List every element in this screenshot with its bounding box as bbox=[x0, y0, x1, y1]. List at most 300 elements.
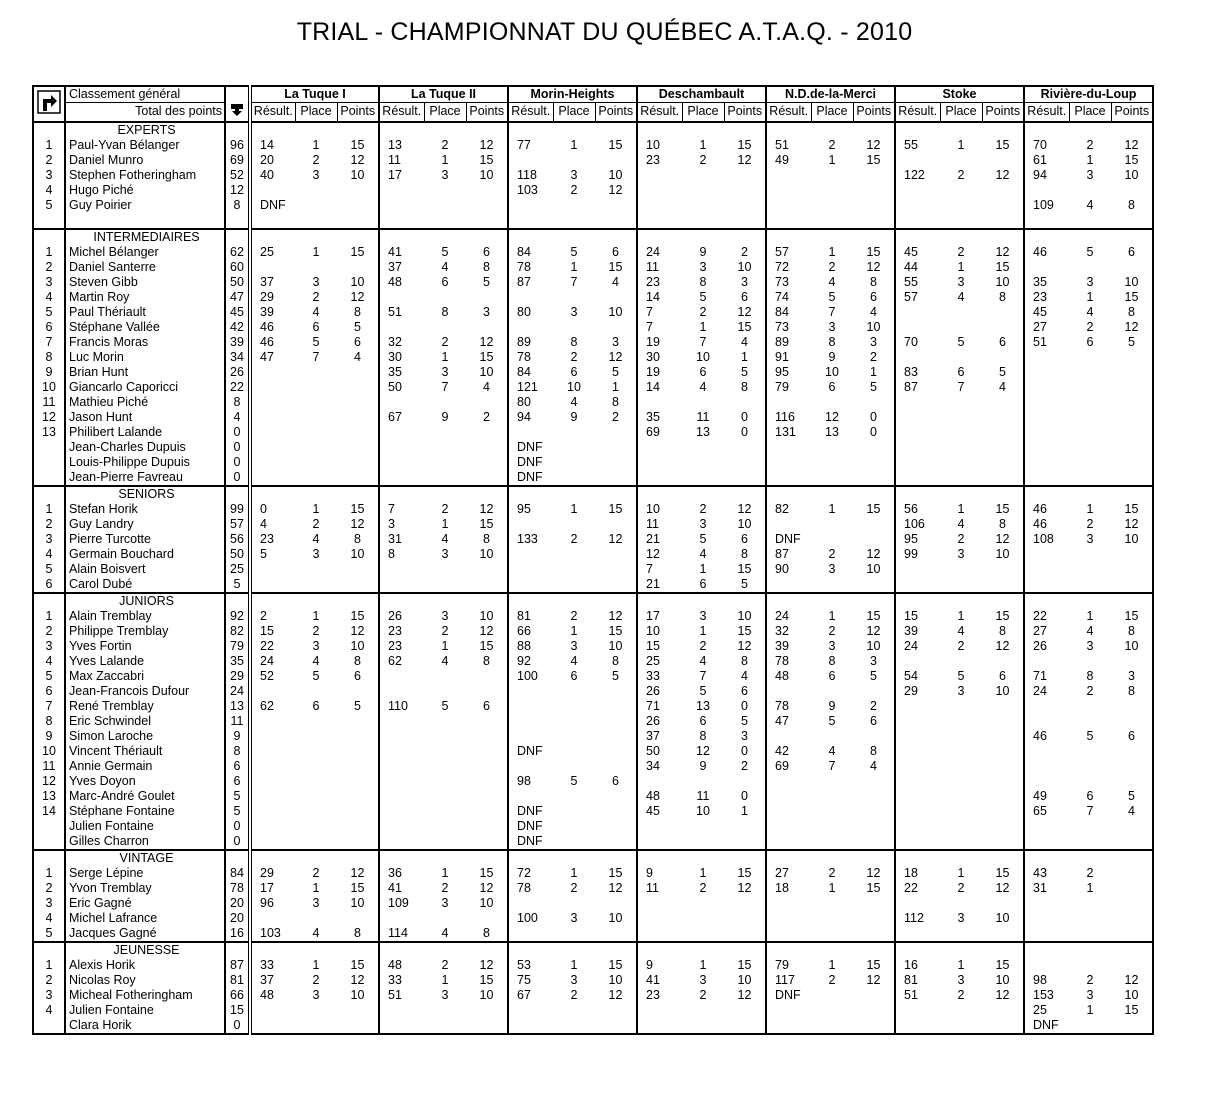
empty-cell bbox=[982, 850, 1024, 866]
empty-cell bbox=[766, 486, 811, 502]
place-cell bbox=[424, 759, 466, 774]
points-cell bbox=[724, 183, 766, 198]
place-cell: 1 bbox=[699, 137, 707, 152]
result-cell: 26 bbox=[637, 684, 682, 699]
empty-cell bbox=[895, 122, 940, 138]
empty-cell bbox=[982, 942, 1024, 958]
place-cell bbox=[295, 425, 337, 440]
result-cell: 9 bbox=[637, 866, 682, 881]
points-cell bbox=[1111, 395, 1153, 410]
place-cell bbox=[553, 896, 595, 911]
empty-cell bbox=[682, 850, 724, 866]
place-cell bbox=[553, 819, 595, 834]
place-cell bbox=[424, 669, 466, 684]
result-cell bbox=[637, 470, 682, 486]
points-cell: 15 bbox=[995, 259, 1010, 274]
result-cell bbox=[766, 577, 811, 593]
place-cell: 5 bbox=[570, 244, 578, 259]
result-cell: 62 bbox=[379, 654, 424, 669]
result-cell: 31 bbox=[379, 532, 424, 547]
place-cell: 2 bbox=[570, 349, 578, 364]
table-row bbox=[33, 455, 1153, 470]
place-cell bbox=[940, 198, 982, 213]
table-row bbox=[33, 183, 1153, 198]
rank-cell: 3 bbox=[45, 167, 53, 182]
result-cell: 41 bbox=[379, 245, 424, 260]
result-cell: 3 bbox=[379, 517, 424, 532]
rank-cell: 6 bbox=[45, 319, 53, 334]
total-points: 35 bbox=[225, 654, 250, 669]
result-cell: 23 bbox=[379, 624, 424, 639]
table-row bbox=[33, 517, 1153, 532]
empty-cell bbox=[853, 122, 895, 138]
rider-name: Jean-Charles Dupuis bbox=[65, 440, 225, 455]
result-cell: 54 bbox=[895, 669, 940, 684]
empty-cell bbox=[1069, 486, 1111, 502]
place-cell: 2 bbox=[1086, 683, 1094, 698]
points-cell bbox=[595, 153, 637, 168]
place-cell: 1 bbox=[828, 501, 836, 516]
points-cell: 8 bbox=[1128, 683, 1135, 698]
place-cell bbox=[424, 198, 466, 213]
total-points: 34 bbox=[225, 350, 250, 365]
points-cell bbox=[982, 410, 1024, 425]
result-cell bbox=[379, 320, 424, 335]
result-cell bbox=[250, 425, 295, 440]
empty-cell bbox=[379, 122, 424, 138]
result-cell: 11 bbox=[637, 517, 682, 532]
table-row bbox=[33, 153, 1153, 168]
place-cell bbox=[295, 213, 337, 229]
total-cell bbox=[225, 229, 250, 245]
rider-name: René Tremblay bbox=[65, 699, 225, 714]
points-cell: 8 bbox=[354, 304, 361, 319]
empty-cell bbox=[553, 229, 595, 245]
result-cell: 23 bbox=[250, 532, 295, 547]
empty-cell bbox=[466, 942, 508, 958]
empty-cell bbox=[595, 122, 637, 138]
result-cell: 20 bbox=[250, 153, 295, 168]
place-cell bbox=[553, 1003, 595, 1018]
table-row bbox=[33, 532, 1153, 547]
place-cell: 3 bbox=[957, 910, 965, 925]
result-cell bbox=[637, 911, 682, 926]
place-cell: 1 bbox=[828, 608, 836, 623]
empty-cell bbox=[379, 942, 424, 958]
points-cell bbox=[595, 517, 637, 532]
place-cell: 5 bbox=[570, 773, 578, 788]
points-cell: 12 bbox=[479, 623, 494, 638]
place-cell: 2 bbox=[1086, 865, 1094, 880]
result-cell: 55 bbox=[895, 275, 940, 290]
place-cell: 4 bbox=[1086, 623, 1094, 638]
result-cell bbox=[895, 804, 940, 819]
place-cell bbox=[1069, 455, 1111, 470]
result-cell: 45 bbox=[637, 804, 682, 819]
points-cell: 8 bbox=[612, 653, 619, 668]
points-cell bbox=[337, 425, 379, 440]
result-cell bbox=[895, 350, 940, 365]
total-points: 50 bbox=[225, 275, 250, 290]
place-cell bbox=[940, 425, 982, 440]
result-cell: 112 bbox=[895, 911, 940, 926]
result-cell: 62 bbox=[250, 699, 295, 714]
points-cell: 2 bbox=[741, 244, 748, 259]
points-cell: 0 bbox=[741, 424, 748, 439]
place-cell: 2 bbox=[570, 880, 578, 895]
result-cell bbox=[766, 440, 811, 455]
result-cell: 78 bbox=[508, 350, 553, 365]
place-cell: 4 bbox=[441, 259, 449, 274]
result-cell bbox=[1024, 470, 1069, 486]
place-cell bbox=[940, 759, 982, 774]
points-cell: 15 bbox=[1124, 152, 1139, 167]
result-cell: 117 bbox=[766, 973, 811, 988]
place-cell bbox=[1069, 577, 1111, 593]
table-row bbox=[33, 425, 1153, 440]
result-cell: 57 bbox=[895, 290, 940, 305]
empty-cell bbox=[724, 942, 766, 958]
place-cell: 2 bbox=[441, 137, 449, 152]
result-cell: 36 bbox=[379, 866, 424, 881]
points-cell: 12 bbox=[866, 137, 881, 152]
points-cell: 6 bbox=[483, 698, 490, 713]
result-cell: 72 bbox=[508, 866, 553, 881]
place-cell: 5 bbox=[312, 668, 320, 683]
result-cell: 46 bbox=[1024, 245, 1069, 260]
result-cell: 73 bbox=[766, 320, 811, 335]
event-header: La Tuque II bbox=[379, 86, 508, 103]
empty-cell bbox=[853, 942, 895, 958]
result-cell: DNF bbox=[508, 834, 553, 850]
empty-cell bbox=[724, 850, 766, 866]
result-cell: 70 bbox=[895, 335, 940, 350]
points-cell bbox=[982, 774, 1024, 789]
points-cell bbox=[1111, 958, 1153, 973]
result-cell: DNF bbox=[766, 988, 811, 1003]
points-cell: 15 bbox=[1124, 501, 1139, 516]
rank-cell: 8 bbox=[45, 349, 53, 364]
result-cell: 48 bbox=[379, 958, 424, 973]
result-cell: 98 bbox=[508, 774, 553, 789]
place-cell: 2 bbox=[312, 516, 320, 531]
empty-cell bbox=[682, 486, 724, 502]
result-cell: 35 bbox=[637, 410, 682, 425]
place-cell: 4 bbox=[957, 289, 965, 304]
table-row bbox=[33, 624, 1153, 639]
points-cell bbox=[337, 759, 379, 774]
empty-cell bbox=[940, 850, 982, 866]
place-cell bbox=[553, 213, 595, 229]
place-cell bbox=[424, 804, 466, 819]
rider-name: Alexis Horik bbox=[65, 958, 225, 973]
points-cell bbox=[724, 1018, 766, 1034]
result-cell bbox=[379, 562, 424, 577]
place-cell bbox=[295, 577, 337, 593]
empty-cell bbox=[424, 850, 466, 866]
place-cell: 1 bbox=[699, 561, 707, 576]
points-cell: 10 bbox=[608, 167, 623, 182]
place-cell: 1 bbox=[957, 137, 965, 152]
empty-cell bbox=[424, 486, 466, 502]
place-cell bbox=[424, 425, 466, 440]
place-cell bbox=[424, 714, 466, 729]
result-cell bbox=[1024, 350, 1069, 365]
points-cell bbox=[337, 774, 379, 789]
empty-cell bbox=[466, 593, 508, 609]
points-cell bbox=[853, 988, 895, 1003]
place-cell: 6 bbox=[699, 364, 707, 379]
place-cell: 3 bbox=[441, 895, 449, 910]
result-cell: 22 bbox=[250, 639, 295, 654]
points-cell bbox=[466, 320, 508, 335]
category-row bbox=[33, 942, 1153, 958]
points-cell bbox=[1111, 470, 1153, 486]
empty-cell bbox=[553, 122, 595, 138]
result-cell bbox=[379, 395, 424, 410]
points-cell bbox=[982, 440, 1024, 455]
place-cell bbox=[811, 440, 853, 455]
empty-cell bbox=[595, 593, 637, 609]
points-cell bbox=[595, 455, 637, 470]
result-cell: 153 bbox=[1024, 988, 1069, 1003]
points-cell: 12 bbox=[479, 334, 494, 349]
result-cell bbox=[250, 819, 295, 834]
place-cell: 6 bbox=[441, 274, 449, 289]
points-cell bbox=[982, 213, 1024, 229]
result-cell: 51 bbox=[379, 305, 424, 320]
empty-cell bbox=[1069, 122, 1111, 138]
points-cell: 10 bbox=[479, 895, 494, 910]
rider-name: Martin Roy bbox=[65, 290, 225, 305]
points-cell bbox=[1111, 183, 1153, 198]
result-cell bbox=[508, 290, 553, 305]
empty-cell bbox=[682, 942, 724, 958]
points-cell bbox=[982, 562, 1024, 577]
result-cell: 33 bbox=[637, 669, 682, 684]
empty-cell bbox=[637, 229, 682, 245]
event-header: Morin-Heights bbox=[508, 86, 637, 103]
total-points: 20 bbox=[225, 896, 250, 911]
points-cell bbox=[853, 1018, 895, 1034]
place-cell: 1 bbox=[312, 608, 320, 623]
points-cell bbox=[853, 577, 895, 593]
empty-cell bbox=[379, 593, 424, 609]
place-cell bbox=[1069, 699, 1111, 714]
points-cell: 6 bbox=[999, 334, 1006, 349]
result-cell bbox=[766, 455, 811, 470]
table-row bbox=[33, 562, 1153, 577]
place-cell: 2 bbox=[312, 152, 320, 167]
empty-cell bbox=[595, 486, 637, 502]
place-cell: 1 bbox=[570, 623, 578, 638]
points-cell bbox=[595, 320, 637, 335]
points-cell: 15 bbox=[866, 501, 881, 516]
sub-header-place: Place bbox=[553, 103, 595, 122]
place-cell bbox=[295, 440, 337, 455]
points-cell: 6 bbox=[741, 289, 748, 304]
points-cell: 5 bbox=[1128, 334, 1135, 349]
points-cell: 4 bbox=[741, 668, 748, 683]
result-cell bbox=[1024, 774, 1069, 789]
page-title: TRIAL - CHAMPIONNAT DU QUÉBEC A.T.A.Q. - 2010 bbox=[296, 18, 913, 46]
result-cell: 56 bbox=[895, 502, 940, 517]
points-cell: 12 bbox=[608, 349, 623, 364]
result-cell: 78 bbox=[508, 881, 553, 896]
empty-cell bbox=[1111, 229, 1153, 245]
rank-cell: 11 bbox=[42, 758, 56, 773]
place-cell: 2 bbox=[957, 880, 965, 895]
result-cell: 10 bbox=[637, 138, 682, 153]
sub-header-points: Points bbox=[853, 103, 895, 122]
points-cell bbox=[466, 819, 508, 834]
place-cell bbox=[1069, 911, 1111, 926]
place-cell: 7 bbox=[828, 758, 836, 773]
place-cell: 3 bbox=[312, 638, 320, 653]
result-cell bbox=[895, 562, 940, 577]
rider-name: Yves Fortin bbox=[65, 639, 225, 654]
result-cell: DNF bbox=[1024, 1018, 1069, 1034]
total-header-spacer bbox=[225, 86, 250, 103]
points-cell bbox=[466, 759, 508, 774]
points-cell: 5 bbox=[870, 668, 877, 683]
points-cell bbox=[466, 744, 508, 759]
points-cell: 2 bbox=[870, 698, 877, 713]
place-cell: 3 bbox=[570, 910, 578, 925]
result-cell bbox=[766, 896, 811, 911]
result-cell bbox=[766, 926, 811, 942]
place-cell: 12 bbox=[825, 409, 839, 424]
result-cell: 7 bbox=[637, 320, 682, 335]
points-cell bbox=[982, 759, 1024, 774]
points-cell: 12 bbox=[479, 957, 494, 972]
category-label: EXPERTS bbox=[65, 122, 225, 138]
points-cell: 8 bbox=[1128, 623, 1135, 638]
table-row bbox=[33, 911, 1153, 926]
place-cell: 3 bbox=[312, 274, 320, 289]
points-cell: 15 bbox=[1124, 608, 1139, 623]
result-cell: 122 bbox=[895, 168, 940, 183]
total-points: 62 bbox=[225, 245, 250, 260]
result-cell: 87 bbox=[895, 380, 940, 395]
place-cell: 4 bbox=[828, 743, 836, 758]
total-points: 20 bbox=[225, 911, 250, 926]
place-cell bbox=[682, 198, 724, 213]
result-cell: 29 bbox=[250, 866, 295, 881]
points-cell: 8 bbox=[741, 653, 748, 668]
points-cell: 5 bbox=[1128, 788, 1135, 803]
place-cell: 2 bbox=[699, 987, 707, 1002]
result-cell bbox=[250, 213, 295, 229]
event-header: N.D.de-la-Merci bbox=[766, 86, 895, 103]
points-cell bbox=[1111, 834, 1153, 850]
result-cell: DNF bbox=[508, 804, 553, 819]
empty-cell bbox=[595, 229, 637, 245]
place-cell: 4 bbox=[828, 274, 836, 289]
result-cell bbox=[895, 834, 940, 850]
result-cell: 51 bbox=[379, 988, 424, 1003]
points-cell bbox=[982, 834, 1024, 850]
empty-cell bbox=[466, 486, 508, 502]
result-cell: 103 bbox=[250, 926, 295, 942]
empty-cell bbox=[1111, 942, 1153, 958]
place-cell: 2 bbox=[699, 880, 707, 895]
empty-cell bbox=[895, 229, 940, 245]
place-cell: 4 bbox=[312, 653, 320, 668]
result-cell: 108 bbox=[1024, 532, 1069, 547]
place-cell bbox=[682, 911, 724, 926]
points-cell bbox=[1111, 744, 1153, 759]
place-cell: 3 bbox=[570, 304, 578, 319]
points-cell: 10 bbox=[995, 910, 1010, 925]
rank-cell: 13 bbox=[42, 424, 56, 439]
place-cell bbox=[553, 759, 595, 774]
result-cell bbox=[250, 744, 295, 759]
place-cell: 5 bbox=[312, 334, 320, 349]
result-cell: 33 bbox=[250, 958, 295, 973]
points-cell bbox=[982, 729, 1024, 744]
empty-cell bbox=[379, 229, 424, 245]
result-cell bbox=[766, 729, 811, 744]
rank-cell bbox=[33, 486, 65, 502]
points-cell: 15 bbox=[350, 880, 365, 895]
points-cell: 15 bbox=[995, 608, 1010, 623]
place-cell: 4 bbox=[312, 925, 320, 940]
result-cell bbox=[895, 305, 940, 320]
rank-cell: 12 bbox=[42, 409, 56, 424]
result-cell: 50 bbox=[379, 380, 424, 395]
table-row bbox=[33, 380, 1153, 395]
place-cell: 3 bbox=[699, 608, 707, 623]
points-cell bbox=[466, 455, 508, 470]
result-cell: 57 bbox=[766, 245, 811, 260]
rank-cell: 3 bbox=[45, 987, 53, 1002]
total-points: 0 bbox=[225, 440, 250, 455]
sub-header-result: Résult. bbox=[766, 103, 811, 122]
result-cell bbox=[1024, 834, 1069, 850]
points-cell bbox=[595, 547, 637, 562]
event-header: Rivière-du-Loup bbox=[1024, 86, 1153, 103]
table-row bbox=[33, 395, 1153, 410]
points-cell: 5 bbox=[354, 698, 361, 713]
place-cell: 4 bbox=[441, 653, 449, 668]
rider-name: Daniel Munro bbox=[65, 153, 225, 168]
place-cell bbox=[1069, 819, 1111, 834]
points-cell: 5 bbox=[999, 364, 1006, 379]
result-cell: 88 bbox=[508, 639, 553, 654]
total-points: 66 bbox=[225, 988, 250, 1003]
table-row bbox=[33, 138, 1153, 153]
points-cell bbox=[853, 455, 895, 470]
place-cell: 1 bbox=[957, 608, 965, 623]
result-cell: 23 bbox=[637, 275, 682, 290]
result-cell: 83 bbox=[895, 365, 940, 380]
place-cell: 1 bbox=[441, 349, 449, 364]
place-cell: 9 bbox=[828, 349, 836, 364]
rank-cell: 9 bbox=[45, 728, 53, 743]
rank-cell bbox=[33, 593, 65, 609]
place-cell bbox=[940, 470, 982, 486]
result-cell: 47 bbox=[250, 350, 295, 365]
points-cell: 15 bbox=[737, 623, 752, 638]
result-cell: 103 bbox=[508, 183, 553, 198]
points-cell: 6 bbox=[870, 289, 877, 304]
points-cell: 10 bbox=[608, 304, 623, 319]
rider-name: Stéphane Vallée bbox=[65, 320, 225, 335]
place-cell: 2 bbox=[828, 546, 836, 561]
result-cell bbox=[637, 168, 682, 183]
sub-header-result: Résult. bbox=[1024, 103, 1069, 122]
